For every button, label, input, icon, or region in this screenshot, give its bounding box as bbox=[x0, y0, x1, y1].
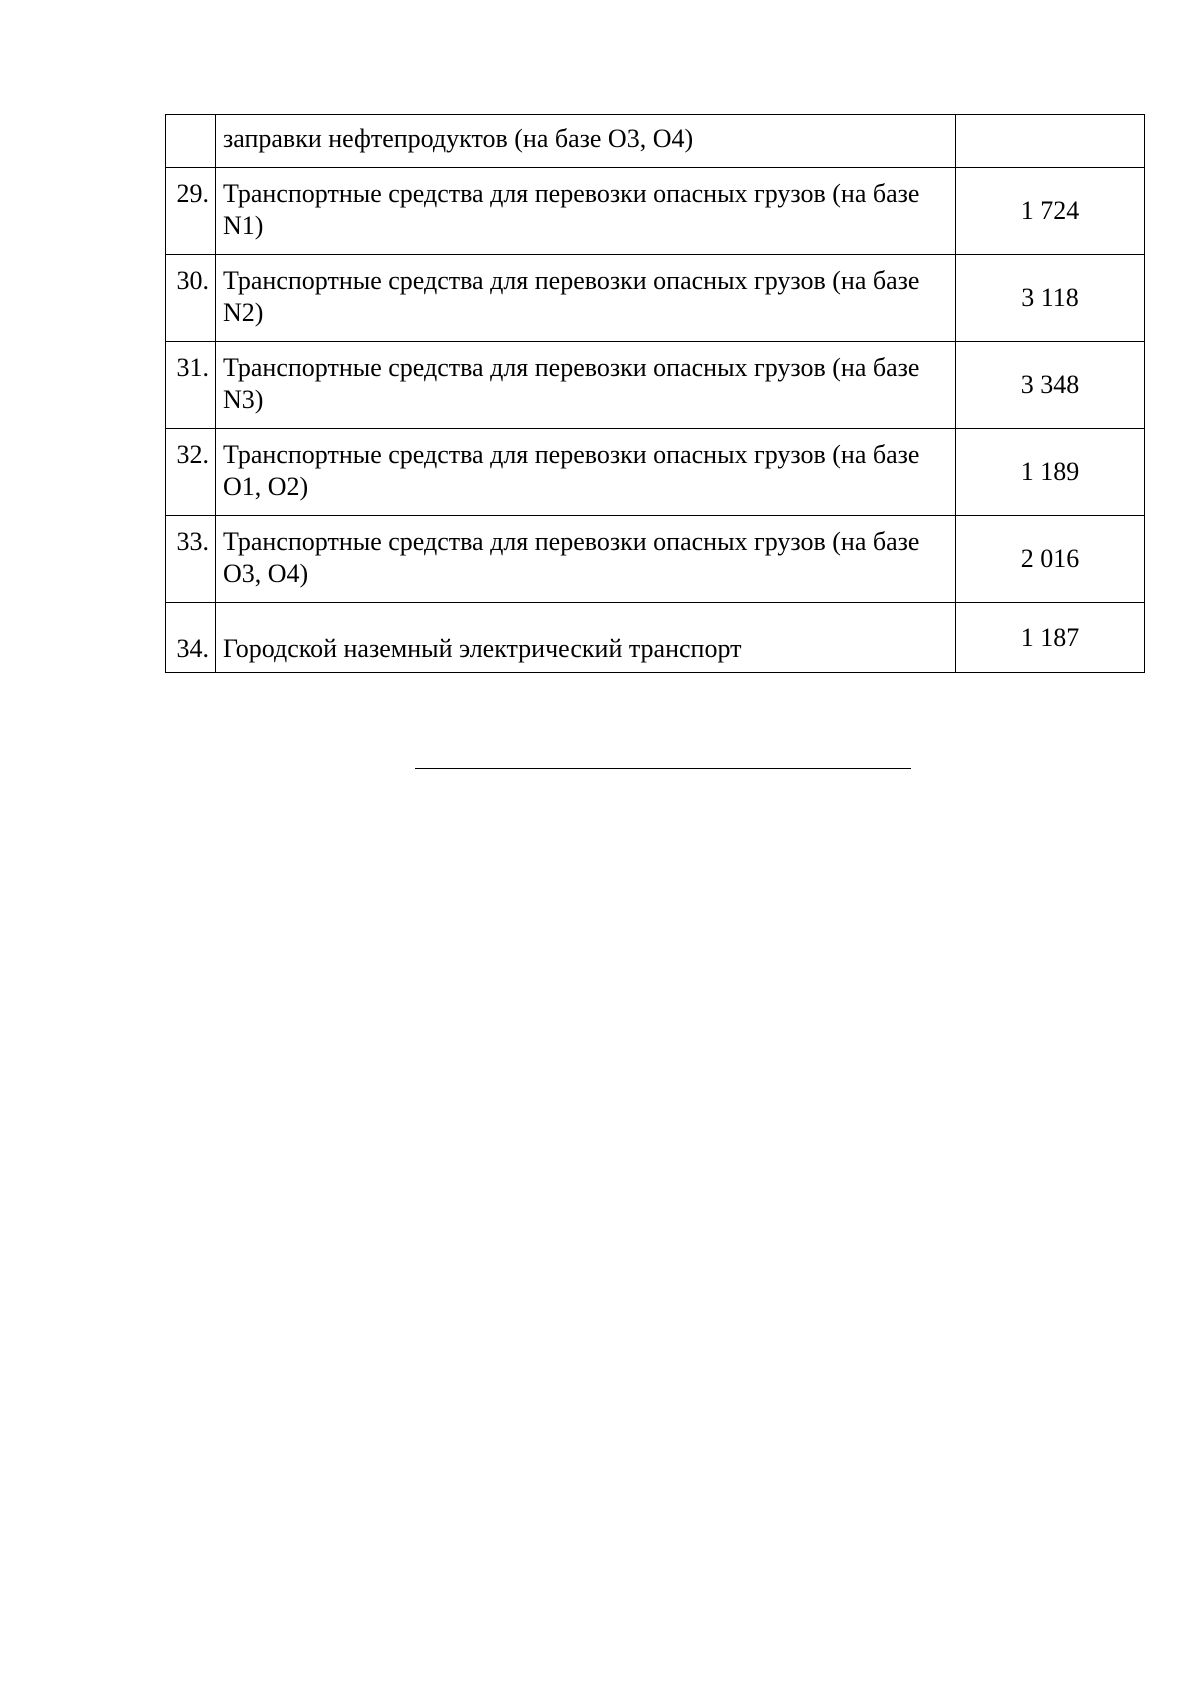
row-value-cell: 3 118 bbox=[956, 255, 1145, 342]
document-end-rule bbox=[415, 768, 911, 769]
row-value-cell: 1 187 bbox=[956, 603, 1145, 673]
table-row bbox=[166, 255, 1145, 342]
row-number-cell: 30. bbox=[166, 255, 216, 342]
row-name-cell: Транспортные средства для перевозки опасных грузов (на базе O1, O2) bbox=[216, 429, 956, 516]
table-row bbox=[166, 342, 1145, 429]
row-number-cell: 29. bbox=[166, 168, 216, 255]
row-name-cell: Транспортные средства для перевозки опасных грузов (на базе N2) bbox=[216, 255, 956, 342]
row-value-cell: 1 189 bbox=[956, 429, 1145, 516]
row-name-cell: Транспортные средства для перевозки опасных грузов (на базе O3, O4) bbox=[216, 516, 956, 603]
table-row bbox=[166, 429, 1145, 516]
row-name-cell: Транспортные средства для перевозки опасных грузов (на базе N1) bbox=[216, 168, 956, 255]
table-row bbox=[166, 603, 1145, 673]
table-row-continuation bbox=[166, 115, 1145, 168]
row-name-cell: Транспортные средства для перевозки опасных грузов (на базе N3) bbox=[216, 342, 956, 429]
row-value-cell: 2 016 bbox=[956, 516, 1145, 603]
row-number-cell: 31. bbox=[166, 342, 216, 429]
row-name-cell: Городской наземный электрический транспорт bbox=[216, 603, 956, 673]
row-number-cell: 32. bbox=[166, 429, 216, 516]
table-row bbox=[166, 516, 1145, 603]
row-value-cell: 3 348 bbox=[956, 342, 1145, 429]
row-number-cell: 34. bbox=[166, 603, 216, 673]
row-value-cell: 1 724 bbox=[956, 168, 1145, 255]
table-row bbox=[166, 168, 1145, 255]
row-value-cell bbox=[956, 115, 1145, 168]
row-number-cell bbox=[166, 115, 216, 168]
vehicle-fee-table bbox=[165, 114, 1145, 673]
row-number-cell: 33. bbox=[166, 516, 216, 603]
row-name-cell: заправки нефтепродуктов (на базе O3, O4) bbox=[216, 115, 956, 168]
